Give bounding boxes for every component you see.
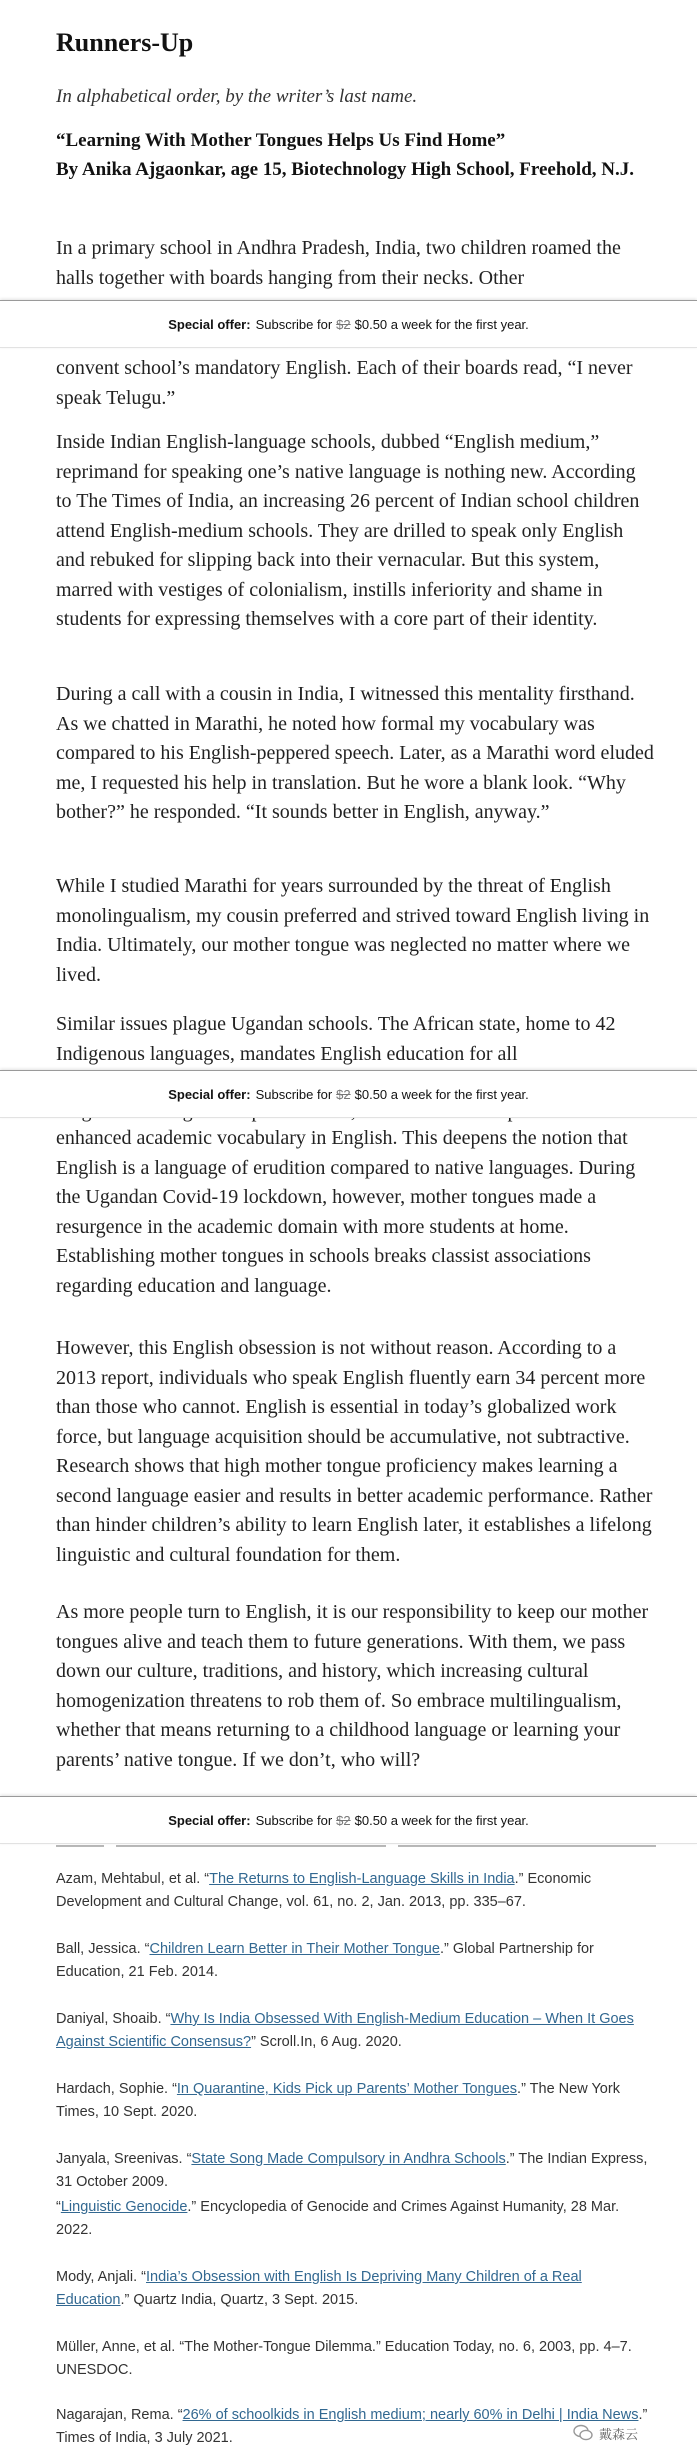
reference-text: Daniyal, Shoaib. “ xyxy=(56,2011,171,2027)
wechat-icon xyxy=(573,2424,593,2442)
section-intro: In alphabetical order, by the writer’s last name. xyxy=(56,86,418,107)
banner-text-before: Subscribe for xyxy=(255,1812,333,1828)
reference-item xyxy=(56,2148,656,2194)
banner-text-after: $0.50 a week for the first year. xyxy=(354,1086,529,1102)
reference-text: Ball, Jessica. “ xyxy=(56,1941,150,1957)
banner-text-before: Subscribe for xyxy=(255,1086,333,1102)
reference-text-end: ” Scroll.In, 6 Aug. 2020. xyxy=(251,2034,402,2050)
essay-byline: By Anika Ajgaonkar, age 15, Biotechnology High School, Freehold, N.J. xyxy=(56,159,634,180)
reference-link[interactable]: Why Is India Obsessed With English-Medium Education – When It Goes Against Scientific Consensus? xyxy=(56,2011,634,2050)
paragraph-5: Similar issues plague Ugandan schools. The African state, home to 42 Indigenous languages, mandates English education for all xyxy=(56,1013,616,1065)
reference-item xyxy=(56,2336,656,2382)
reference-link[interactable]: Linguistic Genocide xyxy=(60,2199,188,2215)
reference-text-end: .” Encyclopedia of Genocide and Crimes Against Humanity, 28 Mar. 2022. xyxy=(56,2199,620,2238)
reference-text-end: .” Global Partnership for Education, 21 Feb. 2014. xyxy=(56,1941,594,1980)
paragraph-4: While I studied Marathi for years surrounded by the threat of English monolingualism, my cousin preferred and strived toward English living in India. Ultimately, our mother tongue was neglected no matter where we lived. xyxy=(56,875,650,986)
essay-title: “Learning With Mother Tongues Helps Us Find Home” xyxy=(56,130,506,151)
reference-text-end: .” Economic Development and Cultural Change, vol. 61, no. 2, Jan. 2013, pp. 335–67. xyxy=(56,1871,592,1910)
reference-text-end: .” Times of India, 3 July 2021. xyxy=(56,2407,648,2446)
reference-text: Mody, Anjali. “ xyxy=(56,2269,146,2285)
banner-lead: Special offer: xyxy=(168,1086,251,1102)
watermark-text: 戴森云 xyxy=(599,2427,639,2443)
paragraph-5-continued: enhanced academic vocabulary in English. This deepens the notion that English is a language of erudition compared to native languages. During the Ugandan Covid-19 lockdown, however, mother tongues made a resurgence in the academic domain with more students at home. Establishing mother tongues in schools breaks classist associations regarding education and language. xyxy=(56,1127,636,1297)
banner-lead: Special offer: xyxy=(168,1812,251,1828)
reference-item xyxy=(56,2008,656,2054)
reference-item xyxy=(56,1868,656,1914)
reference-link[interactable]: In Quarantine, Kids Pick up Parents’ Mother Tongues xyxy=(176,2081,518,2097)
reference-link[interactable]: The Returns to English-Language Skills in India xyxy=(209,1871,515,1887)
paragraph-2: Inside Indian English-language schools, dubbed “English medium,” reprimand for speaking one’s native language is nothing new. According to The Times of India, an increasing 26 percent of Indian school children attend English-medium schools. They are drilled to speak only English and rebuked for slipping back into their vernacular. But this system, marred with vestiges of colonialism, instills inferiority and shame in students for expressing themselves with a core part of their identity. xyxy=(56,431,640,630)
paragraph-1-continued: convent school’s mandatory English. Each of their boards read, “I never speak Telugu.” xyxy=(56,357,633,409)
reference-text-end: .” The New York Times, 10 Sept. 2020. xyxy=(56,2081,620,2120)
reference-text: Müller, Anne, et al. “The Mother-Tongue Dilemma.” Education Today, no. 6, 2003, pp. 4–7. UNESDOC. xyxy=(56,2339,632,2378)
reference-item xyxy=(56,2404,656,2450)
reference-text: Hardach, Sophie. “ xyxy=(56,2081,177,2097)
reference-text: “ xyxy=(56,2199,61,2215)
banner-lead: Special offer: xyxy=(168,316,251,332)
reference-item xyxy=(56,2078,656,2124)
reference-text: Nagarajan, Rema. “ xyxy=(56,2407,183,2423)
paragraph-3: During a call with a cousin in India, I witnessed this mentality firsthand. As we chatted in Marathi, he noted how formal my vocabulary was compared to his English-peppered speech. Later, as a Marathi word eluded me, I requested his help in translation. But he wore a blank look. “Why bother?” he responded. “It sounds better in English, anyway.” xyxy=(56,683,654,823)
reference-link[interactable]: Children Learn Better in Their Mother Tongue xyxy=(149,1941,440,1957)
watermark xyxy=(573,2420,683,2446)
reference-text-end: .” The Indian Express, 31 October 2009. xyxy=(56,2151,648,2190)
paragraph-6: However, this English obsession is not without reason. According to a 2013 report, individuals who speak English fluently earn 34 percent more than those who cannot. English is essential in today’s globalized work force, but language acquisition should be accumulative, not subtractive. Research shows that high mother tongue proficiency makes learning a second language easier and results in better academic performance. Rather than hinder children’s ability to learn English later, it establishes a lifelong linguistic and cultural foundation for them. xyxy=(56,1337,653,1566)
reference-link[interactable]: India’s Obsession with English Is Depriving Many Children of a Real Education xyxy=(56,2269,582,2308)
reference-text: Janyala, Sreenivas. “ xyxy=(56,2151,192,2167)
section-heading: Runners-Up xyxy=(56,28,194,57)
paragraph-1: In a primary school in Andhra Pradesh, India, two children roamed the halls together with boards hanging from their necks. Other xyxy=(56,237,621,289)
special-offer-banner-2[interactable] xyxy=(0,1070,697,1118)
banner-text-after: $0.50 a week for the first year. xyxy=(354,1812,529,1828)
banner-old-price: $2 xyxy=(336,1812,351,1828)
banner-text-before: Subscribe for xyxy=(255,316,333,332)
paragraph-7: As more people turn to English, it is our responsibility to keep our mother tongues alive and teach them to future generations. With them, we pass down our culture, traditions, and history, which increasing cultural homogenization threatens to rob them of. So embrace multilingualism, whether that means returning to a childhood language or learning your parents’ native tongue. If we don’t, who will? xyxy=(56,1601,649,1771)
banner-old-price: $2 xyxy=(336,1086,351,1102)
reference-item xyxy=(56,1938,656,1984)
essay-title-block xyxy=(56,126,656,184)
reference-text-end: .” Quartz India, Quartz, 3 Sept. 2015. xyxy=(120,2292,359,2308)
special-offer-banner-3[interactable] xyxy=(0,1796,697,1844)
reference-item xyxy=(56,2266,656,2312)
special-offer-banner[interactable] xyxy=(0,300,697,348)
reference-link[interactable]: State Song Made Compulsory in Andhra Schools xyxy=(191,2151,506,2167)
reference-link[interactable]: 26% of schoolkids in English medium; nearly 60% in Delhi | India News xyxy=(182,2407,639,2423)
reference-text: Azam, Mehtabul, et al. “ xyxy=(56,1871,210,1887)
banner-old-price: $2 xyxy=(336,316,351,332)
reference-item xyxy=(56,2196,656,2242)
banner-text-after: $0.50 a week for the first year. xyxy=(354,316,529,332)
